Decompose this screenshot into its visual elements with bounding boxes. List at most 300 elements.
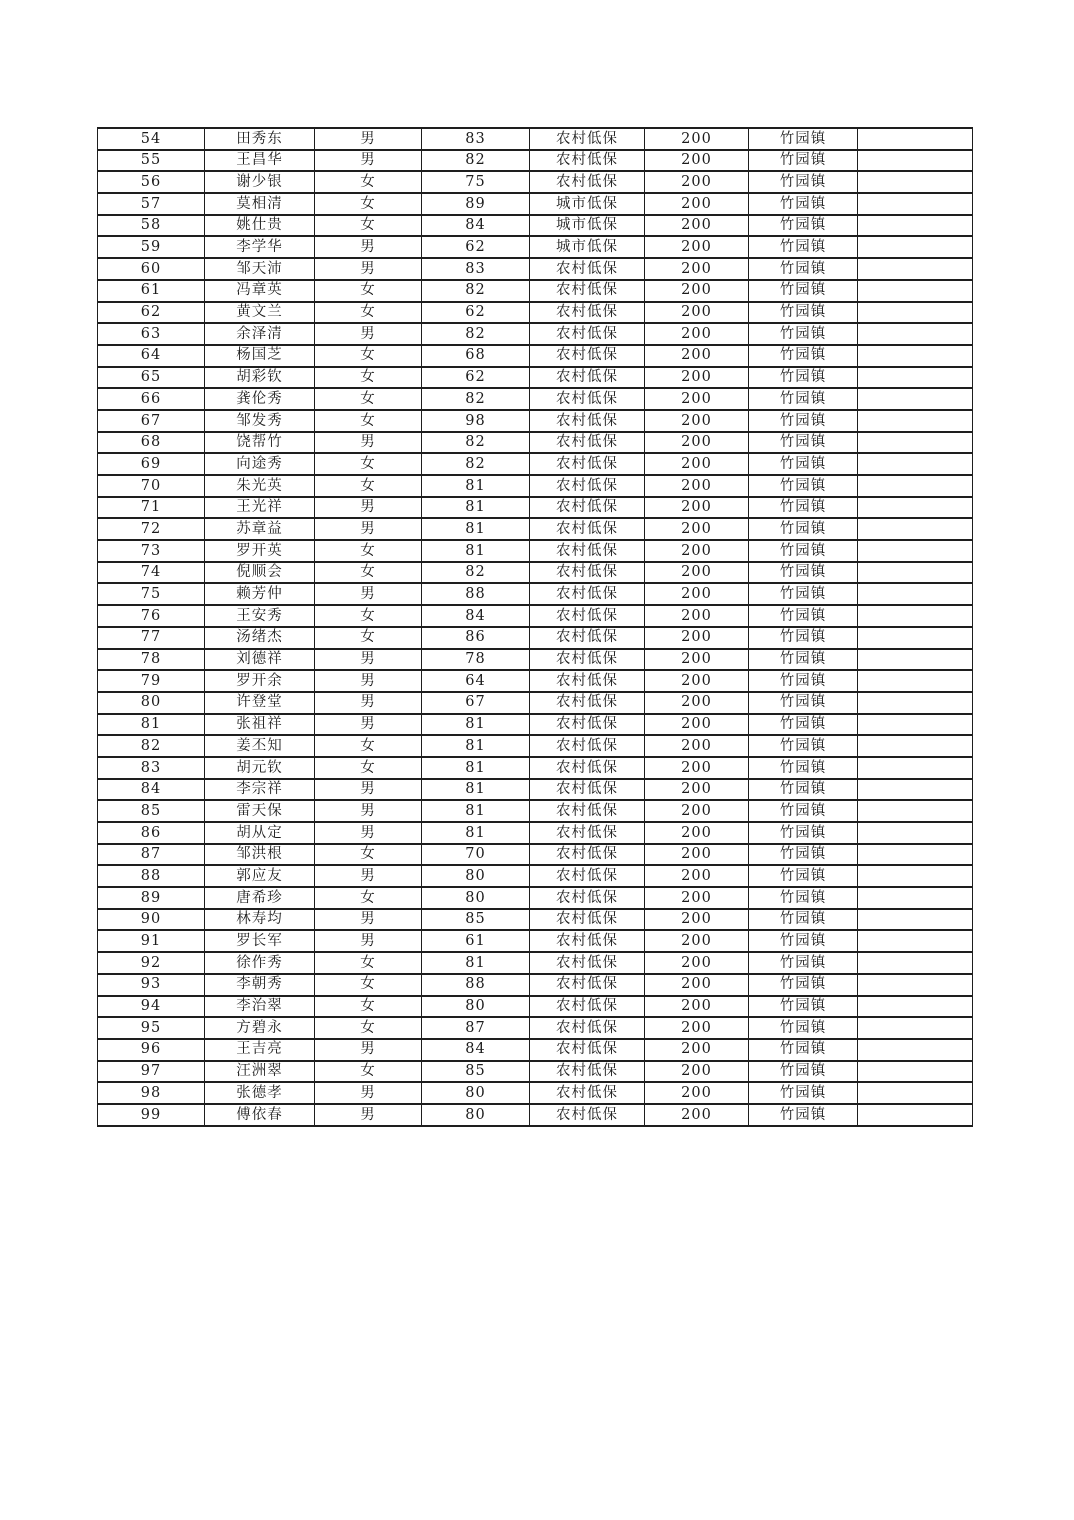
table-row xyxy=(98,236,973,258)
cell-category: 农村低保 xyxy=(530,280,645,302)
cell-name: 胡元钦 xyxy=(205,757,315,779)
cell-serial-number: 57 xyxy=(98,193,205,215)
cell-age: 81 xyxy=(422,714,530,736)
cell-category: 农村低保 xyxy=(530,345,645,367)
cell-blank xyxy=(858,475,973,497)
cell-town: 竹园镇 xyxy=(749,1104,858,1126)
cell-town: 竹园镇 xyxy=(749,323,858,345)
cell-blank xyxy=(858,410,973,432)
cell-town: 竹园镇 xyxy=(749,649,858,671)
cell-town: 竹园镇 xyxy=(749,605,858,627)
cell-serial-number: 93 xyxy=(98,974,205,996)
cell-category: 农村低保 xyxy=(530,779,645,801)
cell-blank xyxy=(858,193,973,215)
cell-age: 82 xyxy=(422,432,530,454)
table-row xyxy=(98,996,973,1018)
cell-blank xyxy=(858,670,973,692)
cell-town: 竹园镇 xyxy=(749,800,858,822)
cell-age: 84 xyxy=(422,1039,530,1061)
table-row xyxy=(98,627,973,649)
cell-name: 朱光英 xyxy=(205,475,315,497)
cell-category: 农村低保 xyxy=(530,996,645,1018)
table-row xyxy=(98,410,973,432)
cell-amount: 200 xyxy=(645,345,749,367)
cell-age: 81 xyxy=(422,757,530,779)
cell-serial-number: 61 xyxy=(98,280,205,302)
cell-gender: 女 xyxy=(315,453,422,475)
cell-age: 81 xyxy=(422,475,530,497)
cell-name: 雷天保 xyxy=(205,800,315,822)
cell-age: 81 xyxy=(422,540,530,562)
cell-serial-number: 60 xyxy=(98,258,205,280)
cell-age: 89 xyxy=(422,193,530,215)
cell-gender: 男 xyxy=(315,779,422,801)
cell-gender: 女 xyxy=(315,367,422,389)
cell-age: 88 xyxy=(422,974,530,996)
cell-serial-number: 67 xyxy=(98,410,205,432)
cell-name: 刘德祥 xyxy=(205,649,315,671)
cell-blank xyxy=(858,497,973,519)
cell-town: 竹园镇 xyxy=(749,1017,858,1039)
table-row xyxy=(98,193,973,215)
cell-category: 农村低保 xyxy=(530,388,645,410)
cell-town: 竹园镇 xyxy=(749,258,858,280)
cell-name: 胡从定 xyxy=(205,822,315,844)
cell-blank xyxy=(858,215,973,237)
cell-serial-number: 66 xyxy=(98,388,205,410)
cell-category: 农村低保 xyxy=(530,757,645,779)
cell-gender: 女 xyxy=(315,388,422,410)
cell-blank xyxy=(858,258,973,280)
cell-amount: 200 xyxy=(645,193,749,215)
cell-serial-number: 97 xyxy=(98,1061,205,1083)
cell-serial-number: 71 xyxy=(98,497,205,519)
cell-blank xyxy=(858,1082,973,1104)
cell-age: 82 xyxy=(422,562,530,584)
cell-age: 80 xyxy=(422,887,530,909)
cell-blank xyxy=(858,996,973,1018)
cell-category: 农村低保 xyxy=(530,475,645,497)
cell-town: 竹园镇 xyxy=(749,952,858,974)
cell-category: 农村低保 xyxy=(530,258,645,280)
table-row xyxy=(98,367,973,389)
cell-serial-number: 98 xyxy=(98,1082,205,1104)
cell-blank xyxy=(858,562,973,584)
cell-blank xyxy=(858,1039,973,1061)
cell-gender: 女 xyxy=(315,280,422,302)
cell-town: 竹园镇 xyxy=(749,215,858,237)
cell-name: 李治翠 xyxy=(205,996,315,1018)
cell-gender: 男 xyxy=(315,670,422,692)
cell-name: 徐作秀 xyxy=(205,952,315,974)
cell-amount: 200 xyxy=(645,735,749,757)
cell-category: 农村低保 xyxy=(530,714,645,736)
cell-amount: 200 xyxy=(645,627,749,649)
table-row xyxy=(98,1061,973,1083)
cell-town: 竹园镇 xyxy=(749,1082,858,1104)
cell-amount: 200 xyxy=(645,930,749,952)
cell-blank xyxy=(858,887,973,909)
cell-amount: 200 xyxy=(645,757,749,779)
cell-town: 竹园镇 xyxy=(749,562,858,584)
cell-serial-number: 88 xyxy=(98,865,205,887)
cell-gender: 女 xyxy=(315,757,422,779)
cell-serial-number: 89 xyxy=(98,887,205,909)
cell-age: 80 xyxy=(422,1082,530,1104)
cell-gender: 女 xyxy=(315,1061,422,1083)
cell-age: 64 xyxy=(422,670,530,692)
cell-blank xyxy=(858,171,973,193)
cell-blank xyxy=(858,757,973,779)
cell-amount: 200 xyxy=(645,996,749,1018)
cell-gender: 女 xyxy=(315,345,422,367)
cell-amount: 200 xyxy=(645,865,749,887)
cell-blank xyxy=(858,865,973,887)
cell-gender: 女 xyxy=(315,1017,422,1039)
cell-age: 86 xyxy=(422,627,530,649)
table-row xyxy=(98,258,973,280)
cell-age: 80 xyxy=(422,865,530,887)
cell-amount: 200 xyxy=(645,887,749,909)
cell-amount: 200 xyxy=(645,714,749,736)
cell-blank xyxy=(858,974,973,996)
cell-amount: 200 xyxy=(645,280,749,302)
cell-age: 67 xyxy=(422,692,530,714)
table-row xyxy=(98,735,973,757)
cell-category: 农村低保 xyxy=(530,171,645,193)
cell-category: 农村低保 xyxy=(530,909,645,931)
cell-town: 竹园镇 xyxy=(749,692,858,714)
cell-age: 81 xyxy=(422,800,530,822)
cell-blank xyxy=(858,150,973,172)
table-row xyxy=(98,887,973,909)
cell-amount: 200 xyxy=(645,649,749,671)
benefits-table xyxy=(97,127,973,1127)
cell-blank xyxy=(858,432,973,454)
cell-category: 城市低保 xyxy=(530,193,645,215)
cell-amount: 200 xyxy=(645,1104,749,1126)
cell-category: 城市低保 xyxy=(530,236,645,258)
cell-blank xyxy=(858,236,973,258)
cell-category: 农村低保 xyxy=(530,1061,645,1083)
cell-age: 98 xyxy=(422,410,530,432)
table-row xyxy=(98,540,973,562)
cell-town: 竹园镇 xyxy=(749,583,858,605)
cell-age: 62 xyxy=(422,302,530,324)
cell-age: 88 xyxy=(422,583,530,605)
cell-gender: 男 xyxy=(315,323,422,345)
cell-category: 农村低保 xyxy=(530,1104,645,1126)
cell-amount: 200 xyxy=(645,215,749,237)
cell-serial-number: 76 xyxy=(98,605,205,627)
cell-age: 83 xyxy=(422,128,530,150)
cell-name: 王光祥 xyxy=(205,497,315,519)
table-row xyxy=(98,865,973,887)
cell-gender: 男 xyxy=(315,258,422,280)
cell-blank xyxy=(858,540,973,562)
cell-category: 农村低保 xyxy=(530,150,645,172)
cell-category: 农村低保 xyxy=(530,735,645,757)
cell-amount: 200 xyxy=(645,974,749,996)
cell-name: 汤绪杰 xyxy=(205,627,315,649)
cell-name: 邹天沛 xyxy=(205,258,315,280)
table-row xyxy=(98,323,973,345)
cell-town: 竹园镇 xyxy=(749,1061,858,1083)
table-row xyxy=(98,345,973,367)
table-row xyxy=(98,453,973,475)
cell-age: 70 xyxy=(422,844,530,866)
cell-category: 农村低保 xyxy=(530,128,645,150)
cell-category: 农村低保 xyxy=(530,1017,645,1039)
cell-serial-number: 70 xyxy=(98,475,205,497)
cell-category: 城市低保 xyxy=(530,215,645,237)
cell-gender: 男 xyxy=(315,1082,422,1104)
cell-gender: 女 xyxy=(315,735,422,757)
cell-gender: 女 xyxy=(315,410,422,432)
cell-name: 唐希珍 xyxy=(205,887,315,909)
cell-gender: 男 xyxy=(315,150,422,172)
cell-category: 农村低保 xyxy=(530,583,645,605)
cell-gender: 男 xyxy=(315,236,422,258)
cell-category: 农村低保 xyxy=(530,952,645,974)
cell-gender: 男 xyxy=(315,909,422,931)
table-row xyxy=(98,952,973,974)
cell-serial-number: 79 xyxy=(98,670,205,692)
table-row xyxy=(98,475,973,497)
cell-name: 黄文兰 xyxy=(205,302,315,324)
table-row xyxy=(98,497,973,519)
cell-town: 竹园镇 xyxy=(749,540,858,562)
table-row xyxy=(98,1104,973,1126)
cell-blank xyxy=(858,583,973,605)
cell-blank xyxy=(858,930,973,952)
cell-name: 李学华 xyxy=(205,236,315,258)
table-row xyxy=(98,128,973,150)
cell-town: 竹园镇 xyxy=(749,844,858,866)
cell-amount: 200 xyxy=(645,1017,749,1039)
cell-blank xyxy=(858,714,973,736)
cell-blank xyxy=(858,388,973,410)
cell-name: 冯章英 xyxy=(205,280,315,302)
cell-gender: 男 xyxy=(315,649,422,671)
cell-age: 84 xyxy=(422,215,530,237)
cell-blank xyxy=(858,952,973,974)
table-row xyxy=(98,844,973,866)
cell-blank xyxy=(858,302,973,324)
table-row xyxy=(98,150,973,172)
cell-age: 84 xyxy=(422,605,530,627)
cell-serial-number: 91 xyxy=(98,930,205,952)
table-row xyxy=(98,779,973,801)
cell-gender: 男 xyxy=(315,583,422,605)
cell-name: 余泽清 xyxy=(205,323,315,345)
cell-town: 竹园镇 xyxy=(749,996,858,1018)
cell-name: 李朝秀 xyxy=(205,974,315,996)
cell-amount: 200 xyxy=(645,1061,749,1083)
table-row xyxy=(98,518,973,540)
cell-serial-number: 68 xyxy=(98,432,205,454)
cell-name: 郭应友 xyxy=(205,865,315,887)
cell-town: 竹园镇 xyxy=(749,865,858,887)
cell-name: 罗开余 xyxy=(205,670,315,692)
cell-category: 农村低保 xyxy=(530,670,645,692)
table-row xyxy=(98,692,973,714)
cell-serial-number: 72 xyxy=(98,518,205,540)
table-row xyxy=(98,800,973,822)
cell-town: 竹园镇 xyxy=(749,779,858,801)
cell-serial-number: 73 xyxy=(98,540,205,562)
cell-age: 82 xyxy=(422,323,530,345)
cell-category: 农村低保 xyxy=(530,432,645,454)
cell-age: 85 xyxy=(422,909,530,931)
cell-name: 张祖祥 xyxy=(205,714,315,736)
cell-gender: 女 xyxy=(315,844,422,866)
cell-age: 75 xyxy=(422,171,530,193)
cell-name: 张德孝 xyxy=(205,1082,315,1104)
cell-name: 傅依春 xyxy=(205,1104,315,1126)
table-row xyxy=(98,909,973,931)
cell-amount: 200 xyxy=(645,323,749,345)
cell-gender: 女 xyxy=(315,215,422,237)
cell-serial-number: 55 xyxy=(98,150,205,172)
cell-age: 62 xyxy=(422,236,530,258)
cell-name: 倪顺会 xyxy=(205,562,315,584)
cell-serial-number: 65 xyxy=(98,367,205,389)
cell-serial-number: 99 xyxy=(98,1104,205,1126)
cell-category: 农村低保 xyxy=(530,323,645,345)
cell-blank xyxy=(858,822,973,844)
cell-serial-number: 90 xyxy=(98,909,205,931)
cell-age: 81 xyxy=(422,518,530,540)
cell-amount: 200 xyxy=(645,583,749,605)
cell-amount: 200 xyxy=(645,540,749,562)
cell-blank xyxy=(858,800,973,822)
cell-blank xyxy=(858,280,973,302)
table-row xyxy=(98,714,973,736)
cell-age: 80 xyxy=(422,1104,530,1126)
cell-age: 82 xyxy=(422,388,530,410)
cell-name: 田秀东 xyxy=(205,128,315,150)
cell-serial-number: 87 xyxy=(98,844,205,866)
cell-amount: 200 xyxy=(645,800,749,822)
cell-age: 85 xyxy=(422,1061,530,1083)
cell-town: 竹园镇 xyxy=(749,410,858,432)
cell-gender: 男 xyxy=(315,692,422,714)
cell-category: 农村低保 xyxy=(530,1082,645,1104)
cell-name: 邹洪根 xyxy=(205,844,315,866)
cell-category: 农村低保 xyxy=(530,562,645,584)
cell-name: 杨国芝 xyxy=(205,345,315,367)
cell-gender: 男 xyxy=(315,497,422,519)
cell-amount: 200 xyxy=(645,605,749,627)
table-row xyxy=(98,649,973,671)
cell-town: 竹园镇 xyxy=(749,236,858,258)
cell-town: 竹园镇 xyxy=(749,757,858,779)
table-row xyxy=(98,562,973,584)
cell-town: 竹园镇 xyxy=(749,475,858,497)
cell-blank xyxy=(858,323,973,345)
cell-gender: 男 xyxy=(315,1104,422,1126)
table-row xyxy=(98,757,973,779)
cell-gender: 男 xyxy=(315,865,422,887)
table-row xyxy=(98,605,973,627)
cell-amount: 200 xyxy=(645,475,749,497)
cell-serial-number: 63 xyxy=(98,323,205,345)
cell-name: 苏章益 xyxy=(205,518,315,540)
cell-gender: 女 xyxy=(315,887,422,909)
cell-amount: 200 xyxy=(645,410,749,432)
cell-gender: 男 xyxy=(315,432,422,454)
cell-name: 王昌华 xyxy=(205,150,315,172)
cell-amount: 200 xyxy=(645,670,749,692)
cell-age: 81 xyxy=(422,952,530,974)
cell-amount: 200 xyxy=(645,822,749,844)
cell-gender: 男 xyxy=(315,930,422,952)
cell-amount: 200 xyxy=(645,258,749,280)
cell-serial-number: 86 xyxy=(98,822,205,844)
table-row xyxy=(98,215,973,237)
cell-town: 竹园镇 xyxy=(749,280,858,302)
cell-age: 82 xyxy=(422,453,530,475)
cell-gender: 女 xyxy=(315,540,422,562)
cell-name: 姚仕贵 xyxy=(205,215,315,237)
cell-name: 王安秀 xyxy=(205,605,315,627)
cell-serial-number: 80 xyxy=(98,692,205,714)
table-row xyxy=(98,302,973,324)
cell-town: 竹园镇 xyxy=(749,627,858,649)
cell-name: 邹发秀 xyxy=(205,410,315,432)
cell-age: 78 xyxy=(422,649,530,671)
cell-blank xyxy=(858,909,973,931)
cell-category: 农村低保 xyxy=(530,410,645,432)
cell-gender: 女 xyxy=(315,171,422,193)
cell-category: 农村低保 xyxy=(530,540,645,562)
cell-amount: 200 xyxy=(645,236,749,258)
cell-serial-number: 95 xyxy=(98,1017,205,1039)
cell-serial-number: 69 xyxy=(98,453,205,475)
cell-blank xyxy=(858,367,973,389)
cell-name: 姜丕知 xyxy=(205,735,315,757)
table-row xyxy=(98,1017,973,1039)
cell-gender: 男 xyxy=(315,800,422,822)
cell-town: 竹园镇 xyxy=(749,909,858,931)
table-row xyxy=(98,974,973,996)
cell-gender: 女 xyxy=(315,952,422,974)
cell-town: 竹园镇 xyxy=(749,974,858,996)
cell-blank xyxy=(858,518,973,540)
cell-blank xyxy=(858,649,973,671)
cell-town: 竹园镇 xyxy=(749,714,858,736)
cell-town: 竹园镇 xyxy=(749,367,858,389)
cell-serial-number: 59 xyxy=(98,236,205,258)
cell-serial-number: 92 xyxy=(98,952,205,974)
cell-category: 农村低保 xyxy=(530,822,645,844)
cell-town: 竹园镇 xyxy=(749,518,858,540)
cell-gender: 女 xyxy=(315,996,422,1018)
cell-gender: 男 xyxy=(315,128,422,150)
cell-age: 82 xyxy=(422,280,530,302)
cell-category: 农村低保 xyxy=(530,1039,645,1061)
cell-serial-number: 83 xyxy=(98,757,205,779)
cell-gender: 女 xyxy=(315,562,422,584)
cell-category: 农村低保 xyxy=(530,865,645,887)
cell-category: 农村低保 xyxy=(530,367,645,389)
table-row xyxy=(98,930,973,952)
cell-blank xyxy=(858,1017,973,1039)
cell-amount: 200 xyxy=(645,171,749,193)
cell-town: 竹园镇 xyxy=(749,128,858,150)
cell-amount: 200 xyxy=(645,844,749,866)
